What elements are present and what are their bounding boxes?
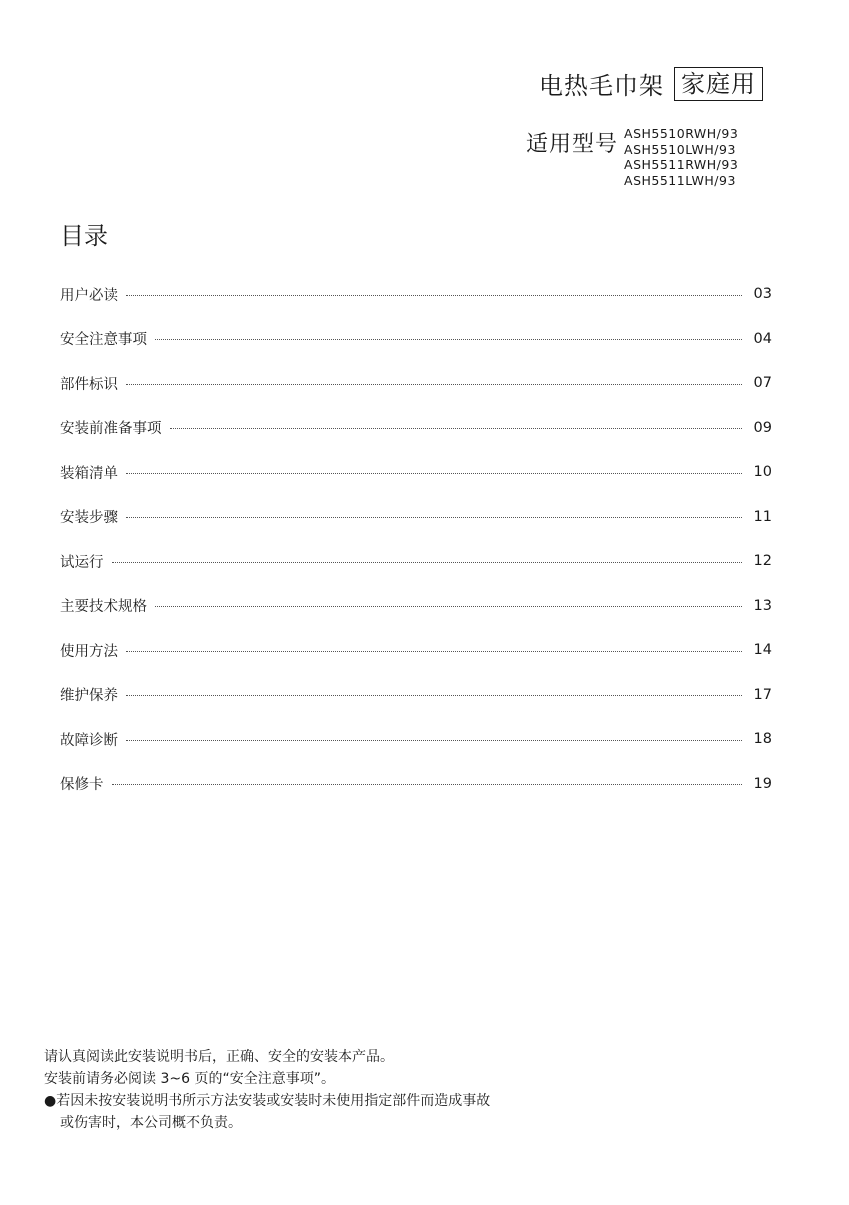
toc-entry-page: 04	[753, 330, 772, 347]
toc-entry[interactable]	[60, 628, 772, 673]
toc-entry-label: 主要技术规格	[60, 599, 147, 616]
toc-entry[interactable]	[60, 539, 772, 584]
toc-entry-page: 14	[753, 642, 772, 659]
toc-entry-label: 部件标识	[60, 376, 118, 393]
toc-entry-label: 用户必读	[60, 287, 118, 304]
toc-entry[interactable]	[60, 450, 772, 495]
toc-entry-label: 安装步骤	[60, 510, 118, 527]
model-label: 适用型号	[526, 132, 619, 157]
toc-entry-page: 17	[753, 686, 772, 703]
toc-leader-dots	[126, 473, 742, 474]
toc-entry-label: 安全注意事项	[60, 332, 147, 349]
toc-entry-label: 保修卡	[60, 777, 104, 794]
notice-line: 请认真阅读此安装说明书后，正确、安全的安装本产品。	[44, 1049, 394, 1065]
toc-entry[interactable]	[60, 495, 772, 540]
model-item: ASH5511RWH/93	[624, 157, 739, 172]
toc-entry-page: 12	[753, 553, 772, 570]
toc-leader-dots	[126, 384, 742, 385]
toc-leader-dots	[126, 517, 742, 518]
notice-line: ●若因未按安装说明书所示方法安装或安装时未使用指定部件而造成事故	[44, 1093, 491, 1109]
toc-entry-page: 18	[753, 731, 772, 748]
toc-entry-page: 19	[753, 775, 772, 792]
toc-leader-dots	[126, 651, 742, 652]
model-list	[624, 126, 738, 188]
toc-leader-dots	[126, 295, 742, 296]
table-of-contents	[60, 272, 772, 806]
toc-entry-label: 使用方法	[60, 643, 118, 660]
toc-entry-label: 维护保养	[60, 688, 118, 705]
notice-line: 或伤害时，本公司概不负责。	[60, 1115, 242, 1131]
toc-entry[interactable]	[60, 406, 772, 451]
toc-entry-page: 10	[753, 464, 772, 481]
product-title: 电热毛巾架	[539, 72, 664, 100]
notice-line: 安装前请务必阅读 3~6 页的“安全注意事项”。	[44, 1071, 335, 1087]
toc-leader-dots	[155, 606, 742, 607]
toc-leader-dots	[170, 428, 743, 429]
notice-block	[44, 1046, 490, 1134]
toc-entry-page: 13	[753, 597, 772, 614]
toc-entry-page: 07	[753, 375, 772, 392]
toc-entry-label: 试运行	[60, 554, 104, 571]
title-row	[539, 66, 763, 101]
usage-tag: 家庭用	[674, 67, 763, 101]
model-item: ASH5510LWH/93	[624, 141, 736, 157]
toc-entry[interactable]	[60, 317, 772, 362]
toc-leader-dots	[126, 740, 742, 741]
toc-entry-page: 09	[753, 419, 772, 436]
toc-leader-dots	[112, 562, 743, 563]
toc-entry[interactable]	[60, 584, 772, 629]
toc-heading: 目录	[60, 222, 108, 250]
toc-entry-label: 故障诊断	[60, 732, 118, 749]
toc-entry[interactable]	[60, 717, 772, 762]
toc-entry-label: 装箱清单	[60, 465, 118, 482]
toc-leader-dots	[112, 784, 743, 785]
toc-entry[interactable]	[60, 272, 772, 317]
toc-entry[interactable]	[60, 762, 772, 807]
toc-entry[interactable]	[60, 361, 772, 406]
model-item: ASH5510RWH/93	[624, 126, 739, 141]
toc-entry-page: 11	[753, 508, 772, 525]
model-item: ASH5511LWH/93	[624, 172, 736, 188]
toc-entry-page: 03	[753, 286, 772, 303]
toc-entry-label: 安装前准备事项	[60, 421, 162, 438]
toc-leader-dots	[126, 695, 742, 696]
toc-entry[interactable]	[60, 673, 772, 718]
toc-leader-dots	[155, 339, 742, 340]
model-block	[526, 126, 738, 188]
